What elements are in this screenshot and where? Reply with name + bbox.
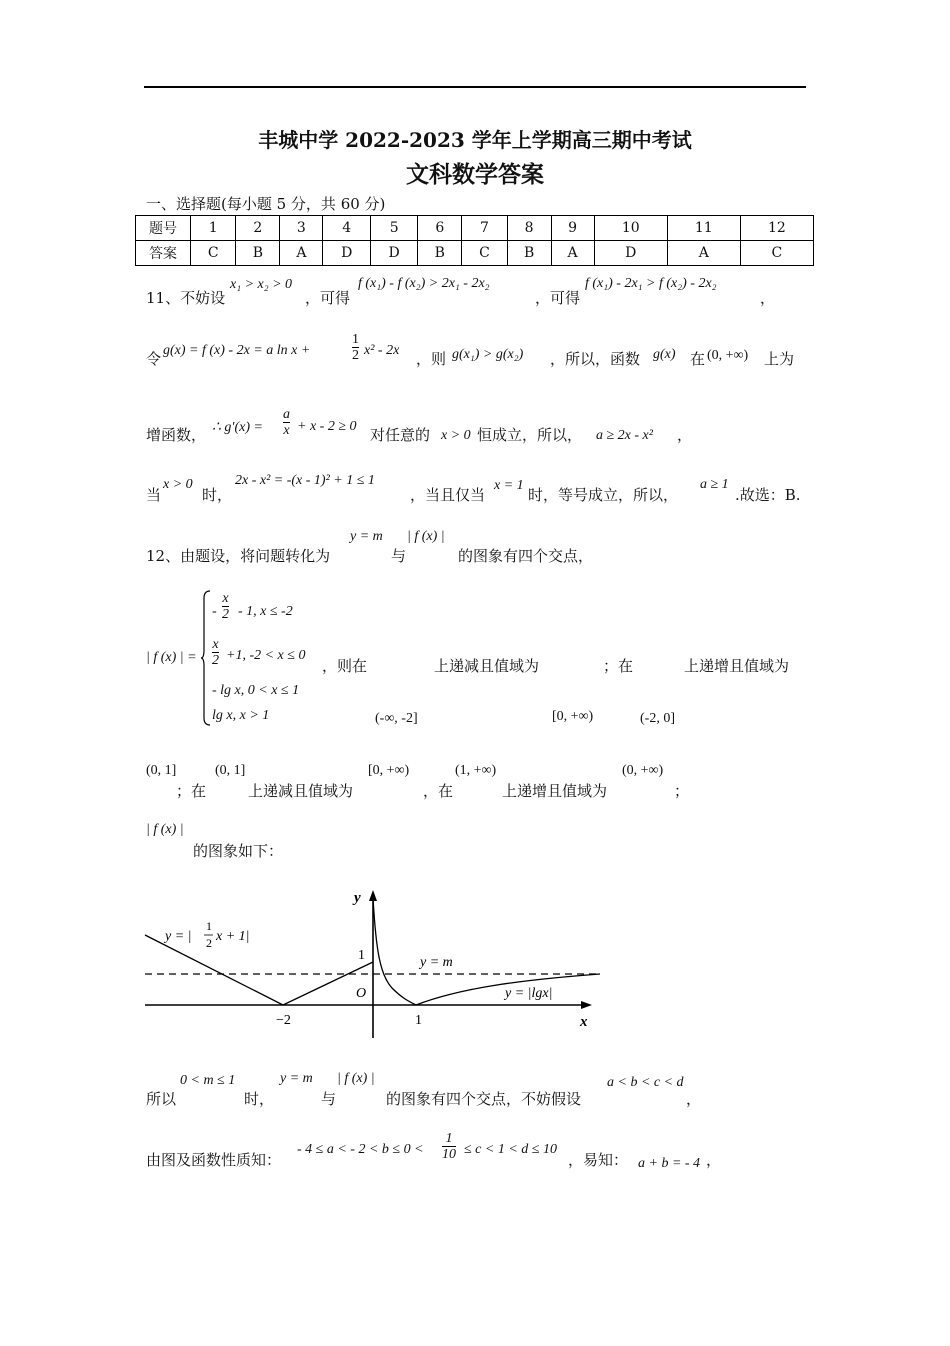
label-line1-a: y = | xyxy=(165,929,192,944)
tick-neg2: −2 xyxy=(276,1013,291,1028)
table-cell: B xyxy=(418,241,462,266)
label-lg: y = |lgx| xyxy=(505,986,553,1001)
table-cell: D xyxy=(370,241,417,266)
table-cell: 12 xyxy=(740,216,813,241)
row-label: 答案 xyxy=(136,241,191,266)
neg-lg-branch xyxy=(373,898,416,1005)
table-cell: 11 xyxy=(667,216,740,241)
label-line1-num: 1 xyxy=(206,919,212,933)
table-cell: 7 xyxy=(462,216,507,241)
label-m: y = m xyxy=(420,955,453,970)
table-cell: 9 xyxy=(551,216,594,241)
y-axis-label: y xyxy=(354,890,361,906)
x-axis-label: x xyxy=(580,1014,588,1030)
table-cell: C xyxy=(191,241,236,266)
header-rule xyxy=(144,86,806,88)
table-cell: 6 xyxy=(418,216,462,241)
exam-title: 丰城中学 2022-2023 学年上学期高三期中考试 xyxy=(258,128,692,152)
x-axis-arrow-icon xyxy=(581,1001,592,1009)
table-cell: 10 xyxy=(594,216,667,241)
table-cell: 5 xyxy=(370,216,417,241)
table-cell: B xyxy=(507,241,551,266)
table-cell: A xyxy=(667,241,740,266)
brace-icon xyxy=(200,590,212,726)
label-line1-den: 2 xyxy=(206,936,212,950)
function-graph xyxy=(140,880,610,1050)
table-cell: 3 xyxy=(280,216,323,241)
exam-subtitle: 文科数学答案 xyxy=(406,161,544,188)
answer-table xyxy=(135,215,814,266)
abs-linear-branch xyxy=(145,935,373,1005)
table-cell: A xyxy=(280,241,323,266)
tick-1: 1 xyxy=(358,948,365,963)
table-cell: B xyxy=(236,241,280,266)
table-cell: 1 xyxy=(191,216,236,241)
table-cell: 4 xyxy=(323,216,370,241)
table-row xyxy=(136,241,814,266)
label-line1-b: x + 1| xyxy=(216,929,250,944)
tick-origin: O xyxy=(356,986,367,1001)
table-row xyxy=(136,216,814,241)
table-cell: D xyxy=(323,241,370,266)
table-cell: 2 xyxy=(236,216,280,241)
table-cell: 8 xyxy=(507,216,551,241)
row-label: 题号 xyxy=(136,216,191,241)
table-cell: C xyxy=(462,241,507,266)
table-cell: C xyxy=(740,241,813,266)
table-cell: A xyxy=(551,241,594,266)
table-cell: D xyxy=(594,241,667,266)
tick-x1: 1 xyxy=(415,1013,422,1028)
section-heading: 一、选择题(每小题 5 分，共 60 分) xyxy=(146,195,386,213)
